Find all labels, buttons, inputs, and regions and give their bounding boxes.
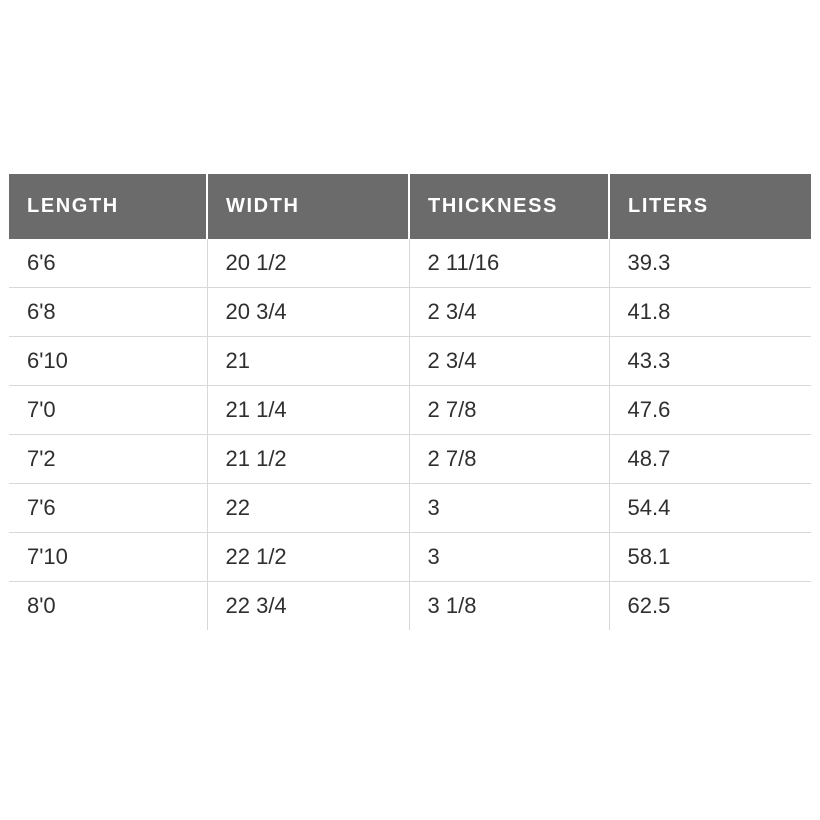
table-row bbox=[9, 582, 811, 631]
cell-thickness: 2 3/4 bbox=[409, 288, 609, 337]
table-row bbox=[9, 533, 811, 582]
table-body bbox=[9, 239, 811, 630]
column-header-length: LENGTH bbox=[9, 174, 207, 239]
cell-liters: 39.3 bbox=[609, 239, 811, 288]
cell-liters: 58.1 bbox=[609, 533, 811, 582]
table-header bbox=[9, 174, 811, 239]
cell-width: 20 3/4 bbox=[207, 288, 409, 337]
cell-thickness: 2 7/8 bbox=[409, 435, 609, 484]
board-dimensions-table bbox=[9, 174, 811, 630]
cell-thickness: 3 1/8 bbox=[409, 582, 609, 631]
cell-thickness: 3 bbox=[409, 484, 609, 533]
cell-thickness: 2 11/16 bbox=[409, 239, 609, 288]
table-row bbox=[9, 435, 811, 484]
cell-length: 7'6 bbox=[9, 484, 207, 533]
table-row bbox=[9, 386, 811, 435]
cell-length: 8'0 bbox=[9, 582, 207, 631]
cell-width: 20 1/2 bbox=[207, 239, 409, 288]
cell-width: 21 bbox=[207, 337, 409, 386]
column-header-liters: LITERS bbox=[609, 174, 811, 239]
cell-thickness: 2 3/4 bbox=[409, 337, 609, 386]
column-header-thickness: THICKNESS bbox=[409, 174, 609, 239]
cell-width: 21 1/4 bbox=[207, 386, 409, 435]
cell-width: 22 1/2 bbox=[207, 533, 409, 582]
cell-length: 6'8 bbox=[9, 288, 207, 337]
cell-length: 7'10 bbox=[9, 533, 207, 582]
cell-liters: 43.3 bbox=[609, 337, 811, 386]
cell-liters: 48.7 bbox=[609, 435, 811, 484]
table-container bbox=[9, 174, 811, 630]
table-row bbox=[9, 239, 811, 288]
cell-thickness: 2 7/8 bbox=[409, 386, 609, 435]
table-row bbox=[9, 337, 811, 386]
cell-liters: 62.5 bbox=[609, 582, 811, 631]
cell-liters: 54.4 bbox=[609, 484, 811, 533]
cell-liters: 47.6 bbox=[609, 386, 811, 435]
table-header-row bbox=[9, 174, 811, 239]
cell-length: 7'0 bbox=[9, 386, 207, 435]
cell-width: 22 3/4 bbox=[207, 582, 409, 631]
table-row bbox=[9, 484, 811, 533]
cell-length: 6'6 bbox=[9, 239, 207, 288]
cell-width: 22 bbox=[207, 484, 409, 533]
cell-length: 6'10 bbox=[9, 337, 207, 386]
column-header-width: WIDTH bbox=[207, 174, 409, 239]
cell-width: 21 1/2 bbox=[207, 435, 409, 484]
cell-length: 7'2 bbox=[9, 435, 207, 484]
cell-liters: 41.8 bbox=[609, 288, 811, 337]
table-row bbox=[9, 288, 811, 337]
cell-thickness: 3 bbox=[409, 533, 609, 582]
